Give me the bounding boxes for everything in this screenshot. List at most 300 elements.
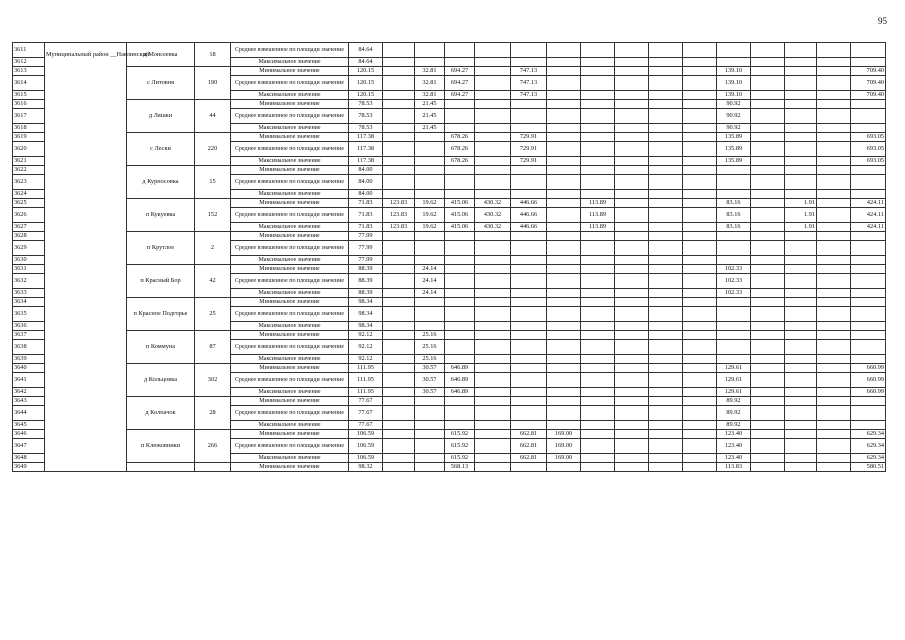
value-cell <box>475 274 511 289</box>
value-cell <box>615 421 649 430</box>
value-cell <box>649 175 683 190</box>
table-row <box>13 364 886 373</box>
value-cell: 117.38 <box>349 157 383 166</box>
row-id: 3619 <box>13 133 45 142</box>
row-id: 3633 <box>13 289 45 298</box>
value-cell <box>683 166 717 175</box>
value-cell <box>383 124 415 133</box>
value-cell <box>615 355 649 364</box>
value-cell <box>615 331 649 340</box>
value-cell <box>851 421 886 430</box>
value-cell <box>581 307 615 322</box>
value-cell <box>817 166 851 175</box>
value-cell <box>751 322 785 331</box>
value-cell <box>717 166 751 175</box>
value-cell <box>817 109 851 124</box>
value-cell: 106.59 <box>349 439 383 454</box>
value-cell <box>817 388 851 397</box>
value-cell <box>547 190 581 199</box>
settlement-name: п Кукуевка <box>127 199 195 232</box>
value-cell <box>547 397 581 406</box>
value-cell <box>547 307 581 322</box>
value-cell <box>475 232 511 241</box>
row-id: 3638 <box>13 340 45 355</box>
value-cell <box>751 175 785 190</box>
value-cell <box>615 199 649 208</box>
value-type-label: Максимальное значение <box>231 454 349 463</box>
value-cell <box>683 100 717 109</box>
value-cell <box>751 439 785 454</box>
value-type-label: Минимальное значение <box>231 298 349 307</box>
value-cell <box>751 58 785 67</box>
value-cell <box>511 397 547 406</box>
value-cell <box>649 355 683 364</box>
value-cell <box>445 307 475 322</box>
value-cell: 415.06 <box>445 223 475 232</box>
value-cell <box>683 307 717 322</box>
value-cell: 32.81 <box>415 76 445 91</box>
row-id: 3617 <box>13 109 45 124</box>
value-cell: 98.34 <box>349 307 383 322</box>
value-cell: 646.89 <box>445 373 475 388</box>
page-number: 95 <box>878 16 887 26</box>
value-cell <box>817 340 851 355</box>
value-cell <box>851 274 886 289</box>
row-id: 3643 <box>13 397 45 406</box>
value-cell <box>547 133 581 142</box>
value-cell <box>785 397 817 406</box>
value-cell <box>581 232 615 241</box>
row-id: 3613 <box>13 67 45 76</box>
value-cell <box>615 430 649 439</box>
value-cell <box>581 439 615 454</box>
value-cell: 89.92 <box>717 397 751 406</box>
value-cell <box>683 256 717 265</box>
value-cell <box>475 91 511 100</box>
value-cell <box>445 322 475 331</box>
value-cell: 21.45 <box>415 100 445 109</box>
value-cell <box>683 208 717 223</box>
value-cell <box>475 406 511 421</box>
settlement-population: 87 <box>195 331 231 364</box>
value-type-label: Максимальное значение <box>231 190 349 199</box>
value-cell <box>785 289 817 298</box>
table-row <box>13 67 886 76</box>
value-cell <box>785 58 817 67</box>
value-cell <box>751 157 785 166</box>
value-cell <box>581 331 615 340</box>
value-cell: 139.10 <box>717 67 751 76</box>
settlement-population: 44 <box>195 100 231 133</box>
value-cell <box>851 58 886 67</box>
value-type-label: Минимальное значение <box>231 430 349 439</box>
value-cell <box>511 421 547 430</box>
table-row <box>13 463 886 472</box>
value-cell: 1.91 <box>785 223 817 232</box>
value-cell <box>581 340 615 355</box>
value-cell <box>683 322 717 331</box>
value-cell <box>649 199 683 208</box>
value-cell: 139.10 <box>717 91 751 100</box>
value-cell: 694.27 <box>445 76 475 91</box>
value-cell <box>383 67 415 76</box>
value-cell <box>817 298 851 307</box>
value-cell: 424.11 <box>851 199 886 208</box>
value-cell: 629.34 <box>851 430 886 439</box>
value-cell <box>785 157 817 166</box>
settlement-population: 220 <box>195 133 231 166</box>
value-cell <box>581 388 615 397</box>
value-cell <box>817 190 851 199</box>
value-cell <box>817 67 851 76</box>
value-cell <box>445 298 475 307</box>
value-cell: 120.15 <box>349 91 383 100</box>
value-cell <box>615 463 649 472</box>
value-cell <box>649 364 683 373</box>
value-cell <box>511 58 547 67</box>
value-cell <box>683 454 717 463</box>
value-cell: 19.62 <box>415 208 445 223</box>
value-cell <box>683 190 717 199</box>
value-cell <box>547 67 581 76</box>
value-cell <box>851 175 886 190</box>
value-cell <box>649 340 683 355</box>
value-cell <box>717 307 751 322</box>
settlement-population: 18 <box>195 43 231 67</box>
value-cell <box>717 298 751 307</box>
row-id: 3629 <box>13 241 45 256</box>
row-id: 3634 <box>13 298 45 307</box>
value-cell: 24.14 <box>415 265 445 274</box>
value-type-label: Минимальное значение <box>231 166 349 175</box>
value-cell <box>445 289 475 298</box>
value-cell <box>851 166 886 175</box>
value-cell <box>547 388 581 397</box>
value-cell <box>649 133 683 142</box>
value-cell <box>581 157 615 166</box>
value-cell <box>383 454 415 463</box>
value-cell <box>475 166 511 175</box>
value-cell <box>717 241 751 256</box>
value-cell <box>785 331 817 340</box>
value-cell <box>785 124 817 133</box>
value-cell <box>785 100 817 109</box>
table-row <box>13 199 886 208</box>
value-cell: 660.99 <box>851 388 886 397</box>
row-id: 3630 <box>13 256 45 265</box>
value-cell <box>511 124 547 133</box>
value-cell: 135.89 <box>717 133 751 142</box>
value-cell <box>683 298 717 307</box>
value-cell: 123.40 <box>717 454 751 463</box>
value-cell: 32.81 <box>415 67 445 76</box>
value-cell <box>581 142 615 157</box>
value-cell <box>649 142 683 157</box>
value-cell <box>683 274 717 289</box>
value-cell: 71.83 <box>349 223 383 232</box>
value-cell <box>817 91 851 100</box>
value-cell <box>615 124 649 133</box>
value-cell <box>649 397 683 406</box>
value-cell <box>581 454 615 463</box>
row-id: 3636 <box>13 322 45 331</box>
value-cell: 123.83 <box>383 208 415 223</box>
settlement-population: 2 <box>195 232 231 265</box>
value-cell <box>445 406 475 421</box>
value-cell <box>649 109 683 124</box>
value-cell <box>475 463 511 472</box>
value-cell: 83.16 <box>717 208 751 223</box>
value-cell: 709.40 <box>851 67 886 76</box>
table-body <box>13 43 886 472</box>
value-cell <box>547 100 581 109</box>
value-cell <box>817 406 851 421</box>
row-id: 3611 <box>13 43 45 58</box>
value-cell <box>475 109 511 124</box>
value-cell <box>511 265 547 274</box>
value-cell <box>383 340 415 355</box>
settlement-name: п Крутлое <box>127 232 195 265</box>
settlement-population: 25 <box>195 298 231 331</box>
value-cell <box>511 340 547 355</box>
value-cell: 629.34 <box>851 439 886 454</box>
table-row <box>13 298 886 307</box>
value-cell <box>547 142 581 157</box>
row-id: 3641 <box>13 373 45 388</box>
settlement-name: д Колпачок <box>127 397 195 430</box>
value-cell <box>475 100 511 109</box>
value-type-label: Среднее взвешенное по площади значение <box>231 373 349 388</box>
value-cell <box>683 175 717 190</box>
value-cell <box>683 430 717 439</box>
value-cell <box>649 91 683 100</box>
value-cell <box>751 307 785 322</box>
value-type-label: Среднее взвешенное по площади значение <box>231 274 349 289</box>
value-cell: 92.12 <box>349 340 383 355</box>
value-cell <box>445 58 475 67</box>
value-cell: 113.89 <box>581 199 615 208</box>
value-cell <box>445 109 475 124</box>
value-cell: 678.26 <box>445 142 475 157</box>
value-cell <box>547 355 581 364</box>
value-cell <box>615 289 649 298</box>
value-cell: 169.00 <box>547 439 581 454</box>
value-cell: 615.92 <box>445 430 475 439</box>
value-cell <box>511 373 547 388</box>
value-cell <box>683 373 717 388</box>
value-cell <box>683 340 717 355</box>
value-cell <box>751 142 785 157</box>
value-cell: 430.32 <box>475 208 511 223</box>
value-cell <box>615 364 649 373</box>
value-type-label: Минимальное значение <box>231 397 349 406</box>
value-cell <box>751 100 785 109</box>
value-cell <box>649 157 683 166</box>
value-cell <box>445 100 475 109</box>
value-cell <box>475 190 511 199</box>
value-cell <box>581 241 615 256</box>
value-cell <box>851 298 886 307</box>
value-cell: 30.57 <box>415 364 445 373</box>
value-cell: 129.61 <box>717 364 751 373</box>
value-cell <box>445 232 475 241</box>
value-cell <box>751 208 785 223</box>
value-cell <box>511 232 547 241</box>
value-cell <box>649 322 683 331</box>
value-cell <box>445 421 475 430</box>
value-cell <box>683 364 717 373</box>
value-cell <box>615 298 649 307</box>
value-cell <box>511 388 547 397</box>
value-cell <box>383 175 415 190</box>
value-cell: 30.57 <box>415 373 445 388</box>
value-cell <box>415 454 445 463</box>
value-cell: 113.89 <box>581 208 615 223</box>
value-cell <box>415 397 445 406</box>
value-cell: 123.83 <box>383 199 415 208</box>
row-id: 3624 <box>13 190 45 199</box>
value-cell: 135.89 <box>717 157 751 166</box>
value-cell <box>415 298 445 307</box>
value-cell <box>511 406 547 421</box>
value-type-label: Среднее взвешенное по площади значение <box>231 142 349 157</box>
value-cell: 113.89 <box>581 223 615 232</box>
value-cell <box>383 91 415 100</box>
settlement-name: с Лески <box>127 133 195 166</box>
value-cell <box>415 142 445 157</box>
value-cell <box>383 388 415 397</box>
value-cell: 77.99 <box>349 232 383 241</box>
settlement-population <box>195 463 231 472</box>
value-cell: 123.40 <box>717 439 751 454</box>
value-cell: 135.89 <box>717 142 751 157</box>
value-cell <box>785 322 817 331</box>
value-cell <box>683 397 717 406</box>
value-cell <box>415 421 445 430</box>
table-row <box>13 265 886 274</box>
value-cell <box>511 463 547 472</box>
value-cell <box>851 43 886 58</box>
row-id: 3646 <box>13 430 45 439</box>
value-cell <box>415 463 445 472</box>
value-cell <box>817 463 851 472</box>
value-cell <box>415 175 445 190</box>
value-cell <box>785 43 817 58</box>
value-cell <box>511 289 547 298</box>
settlement-name: д Курносовка <box>127 166 195 199</box>
value-cell: 84.64 <box>349 43 383 58</box>
value-cell <box>649 430 683 439</box>
value-cell: 709.40 <box>851 91 886 100</box>
value-cell <box>649 67 683 76</box>
value-cell <box>547 199 581 208</box>
value-cell: 729.91 <box>511 157 547 166</box>
value-cell <box>785 232 817 241</box>
value-cell <box>547 373 581 388</box>
value-cell <box>851 406 886 421</box>
value-cell <box>511 331 547 340</box>
value-cell <box>415 166 445 175</box>
value-cell <box>817 274 851 289</box>
value-cell <box>851 322 886 331</box>
value-type-label: Максимальное значение <box>231 322 349 331</box>
value-cell: 90.92 <box>717 124 751 133</box>
value-cell <box>547 76 581 91</box>
value-type-label: Среднее взвешенное по площади значение <box>231 175 349 190</box>
value-cell <box>751 463 785 472</box>
value-cell <box>851 100 886 109</box>
value-cell <box>717 322 751 331</box>
table-row <box>13 430 886 439</box>
value-cell <box>445 43 475 58</box>
value-cell <box>817 364 851 373</box>
value-cell <box>547 265 581 274</box>
value-cell <box>547 175 581 190</box>
value-cell <box>851 340 886 355</box>
value-cell <box>581 76 615 91</box>
value-cell: 78.53 <box>349 124 383 133</box>
value-cell <box>751 43 785 58</box>
value-cell <box>415 232 445 241</box>
value-cell <box>581 289 615 298</box>
value-cell <box>649 307 683 322</box>
settlement-population: 15 <box>195 166 231 199</box>
value-cell: 78.53 <box>349 100 383 109</box>
value-cell <box>649 58 683 67</box>
value-cell <box>649 43 683 58</box>
value-cell <box>547 274 581 289</box>
value-cell <box>581 166 615 175</box>
value-cell <box>615 397 649 406</box>
value-cell: 415.06 <box>445 208 475 223</box>
value-cell <box>615 166 649 175</box>
value-cell: 77.67 <box>349 406 383 421</box>
value-cell <box>383 133 415 142</box>
value-type-label: Минимальное значение <box>231 100 349 109</box>
value-cell <box>817 430 851 439</box>
value-cell <box>581 43 615 58</box>
value-cell: 729.91 <box>511 133 547 142</box>
value-cell <box>475 388 511 397</box>
value-cell <box>615 223 649 232</box>
row-id: 3631 <box>13 265 45 274</box>
settlement-population: 28 <box>195 397 231 430</box>
value-cell: 660.99 <box>851 373 886 388</box>
value-cell <box>475 373 511 388</box>
value-cell <box>615 322 649 331</box>
value-cell <box>817 208 851 223</box>
value-cell: 430.32 <box>475 223 511 232</box>
value-cell <box>785 274 817 289</box>
value-cell <box>851 241 886 256</box>
value-cell <box>475 454 511 463</box>
value-cell <box>817 76 851 91</box>
table-row <box>13 397 886 406</box>
value-cell <box>649 166 683 175</box>
value-cell <box>817 133 851 142</box>
value-cell <box>851 289 886 298</box>
value-cell: 88.39 <box>349 274 383 289</box>
value-cell <box>649 454 683 463</box>
value-cell <box>649 256 683 265</box>
value-cell: 1.91 <box>785 199 817 208</box>
value-cell <box>615 241 649 256</box>
value-cell: 747.13 <box>511 76 547 91</box>
value-cell <box>751 223 785 232</box>
value-cell <box>751 364 785 373</box>
value-cell <box>649 241 683 256</box>
value-type-label: Среднее взвешенное по площади значение <box>231 307 349 322</box>
